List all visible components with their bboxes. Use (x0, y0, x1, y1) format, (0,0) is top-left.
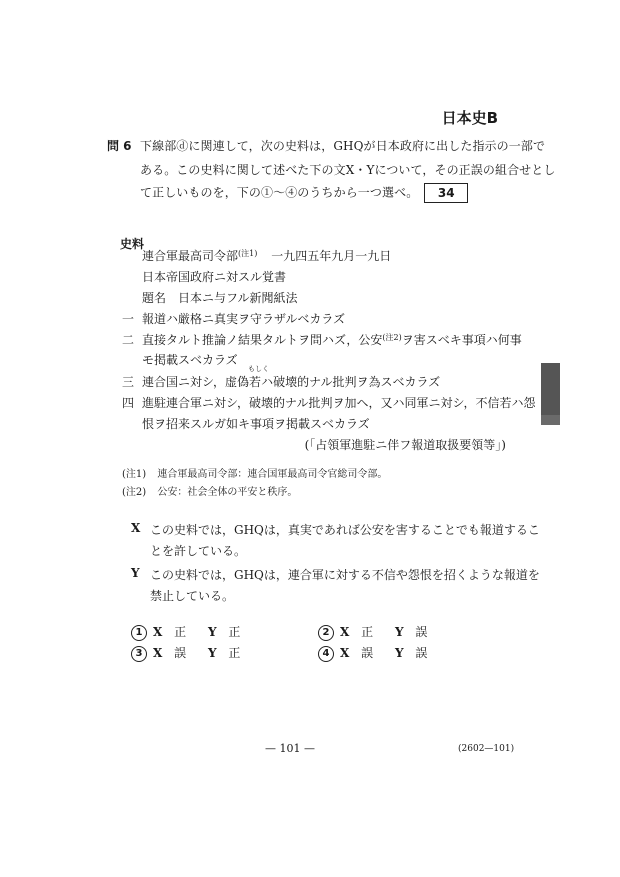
source-item-3-line (142, 365, 441, 390)
choice-2-x-value: 正 (361, 625, 374, 639)
choice-2[interactable] (318, 623, 427, 641)
question-line-1: 下線部ⓓに関連して，次の史料は，GHQが日本政府に出した指示の一部で (140, 139, 546, 153)
note-2-label: (注2) (122, 487, 147, 498)
choice-3-x-value: 誤 (174, 646, 187, 660)
note-1-text: 連合軍最高司令部：連合国軍最高司令官総司令部。 (157, 469, 388, 480)
question-label: 問 6 (107, 139, 132, 153)
statement-x-line-2: とを許している。 (150, 544, 247, 558)
choice-4-y-label: Y (394, 646, 404, 660)
choice-1-y-label: Y (207, 625, 217, 639)
source-item-3-ruby-word (248, 365, 270, 390)
note-2 (122, 483, 297, 498)
choice-4[interactable] (318, 644, 427, 662)
source-item-3-num: 三 (122, 375, 135, 389)
side-tab-marker-lower (541, 415, 560, 425)
choice-4-y-value: 誤 (415, 646, 428, 660)
choice-1-x-value: 正 (174, 625, 187, 639)
note-2-text: 公安：社会全体の平安と秩序。 (157, 487, 298, 498)
choice-3-y-label: Y (207, 646, 217, 660)
note-1 (122, 465, 387, 480)
source-subject-line: 題名 日本ニ与フル新聞紙法 (142, 291, 298, 305)
source-item-3-ruby-base: 若 (249, 375, 262, 389)
question-line-2: ある。この史料に関して述べた下の文X・Yについて，その正誤の組合せとし (140, 163, 556, 177)
source-sender-note: (注1) (238, 249, 258, 258)
choice-1-x-label: X (153, 625, 163, 639)
source-citation: (「占領軍進駐ニ伴フ報道取扱要領等」) (304, 438, 506, 452)
question-line-3-text: て正しいものを，下の①～④のうちから一つ選べ。 (140, 185, 419, 200)
source-item-1-text: 報道ハ厳格ニ真実ヲ守ラザルベカラズ (142, 312, 346, 326)
statement-x-label: X (131, 521, 141, 535)
source-item-2-line-1 (142, 331, 522, 348)
question-line-3 (140, 183, 468, 203)
choice-2-y-label: Y (394, 625, 404, 639)
source-item-3-text-b: ハ破壊的ナル批判ヲ為スベカラズ (261, 375, 441, 389)
choice-2-x-label: X (340, 625, 350, 639)
choice-4-number: 4 (318, 646, 334, 662)
choice-3-x-label: X (153, 646, 163, 660)
statement-y-label: Y (131, 566, 140, 580)
side-tab-marker (541, 363, 560, 415)
statement-y-line-2: 禁止している。 (150, 589, 235, 603)
choice-2-y-value: 誤 (415, 625, 428, 639)
choice-1-y-value: 正 (228, 625, 241, 639)
choice-3-y-value: 正 (228, 646, 241, 660)
source-item-4-line-1: 進駐連合軍ニ対シ，破壊的ナル批判ヲ加ヘ，又ハ同軍ニ対シ，不信若ハ怨 (142, 396, 536, 410)
source-addressee: 日本帝国政府ニ対スル覚書 (142, 270, 287, 284)
source-sender: 連合軍最高司令部 (142, 249, 239, 263)
note-1-label: (注1) (122, 469, 147, 480)
choice-2-number: 2 (318, 625, 334, 641)
choice-4-x-label: X (340, 646, 350, 660)
source-item-3-text-a: 連合国ニ対シ，虚偽 (142, 375, 250, 389)
answer-box[interactable]: 34 (424, 183, 468, 203)
choice-1-number: 1 (131, 625, 147, 641)
choice-3[interactable] (131, 644, 240, 662)
source-item-1-num: 一 (122, 312, 135, 326)
choice-4-x-value: 誤 (361, 646, 374, 660)
source-item-2-text-a: 直接タルト推論ノ結果タルトヲ問ハズ，公安 (142, 333, 383, 347)
source-heading: 史料 (120, 237, 145, 251)
source-date: 一九四五年九月一九日 (271, 249, 392, 263)
choice-1[interactable] (131, 623, 240, 641)
subject-heading: 日本史B (441, 109, 498, 127)
choice-3-number: 3 (131, 646, 147, 662)
source-item-2-note: (注2) (382, 333, 402, 342)
source-item-4-num: 四 (122, 396, 135, 410)
source-item-2-num: 二 (122, 333, 135, 347)
page-number: — 101 — (265, 742, 315, 755)
source-item-2-line-2: モ掲載スベカラズ (142, 353, 238, 367)
page-code: (2602—101) (458, 744, 515, 754)
source-sender-line (142, 247, 391, 264)
source-item-4-line-2: 恨ヲ招来スルガ如キ事項ヲ掲載スベカラズ (142, 417, 370, 431)
statement-y-line-1b: この史料では，GHQは，連合軍に対する不信や怨恨を招くような報道を (150, 568, 540, 582)
source-item-2-text-b: ヲ害スベキ事項ハ何事 (401, 333, 522, 347)
statement-x-line-1: この史料では，GHQは，真実であれば公安を害することでも報道するこ (150, 523, 540, 537)
source-item-3-ruby: もしく (248, 365, 270, 373)
